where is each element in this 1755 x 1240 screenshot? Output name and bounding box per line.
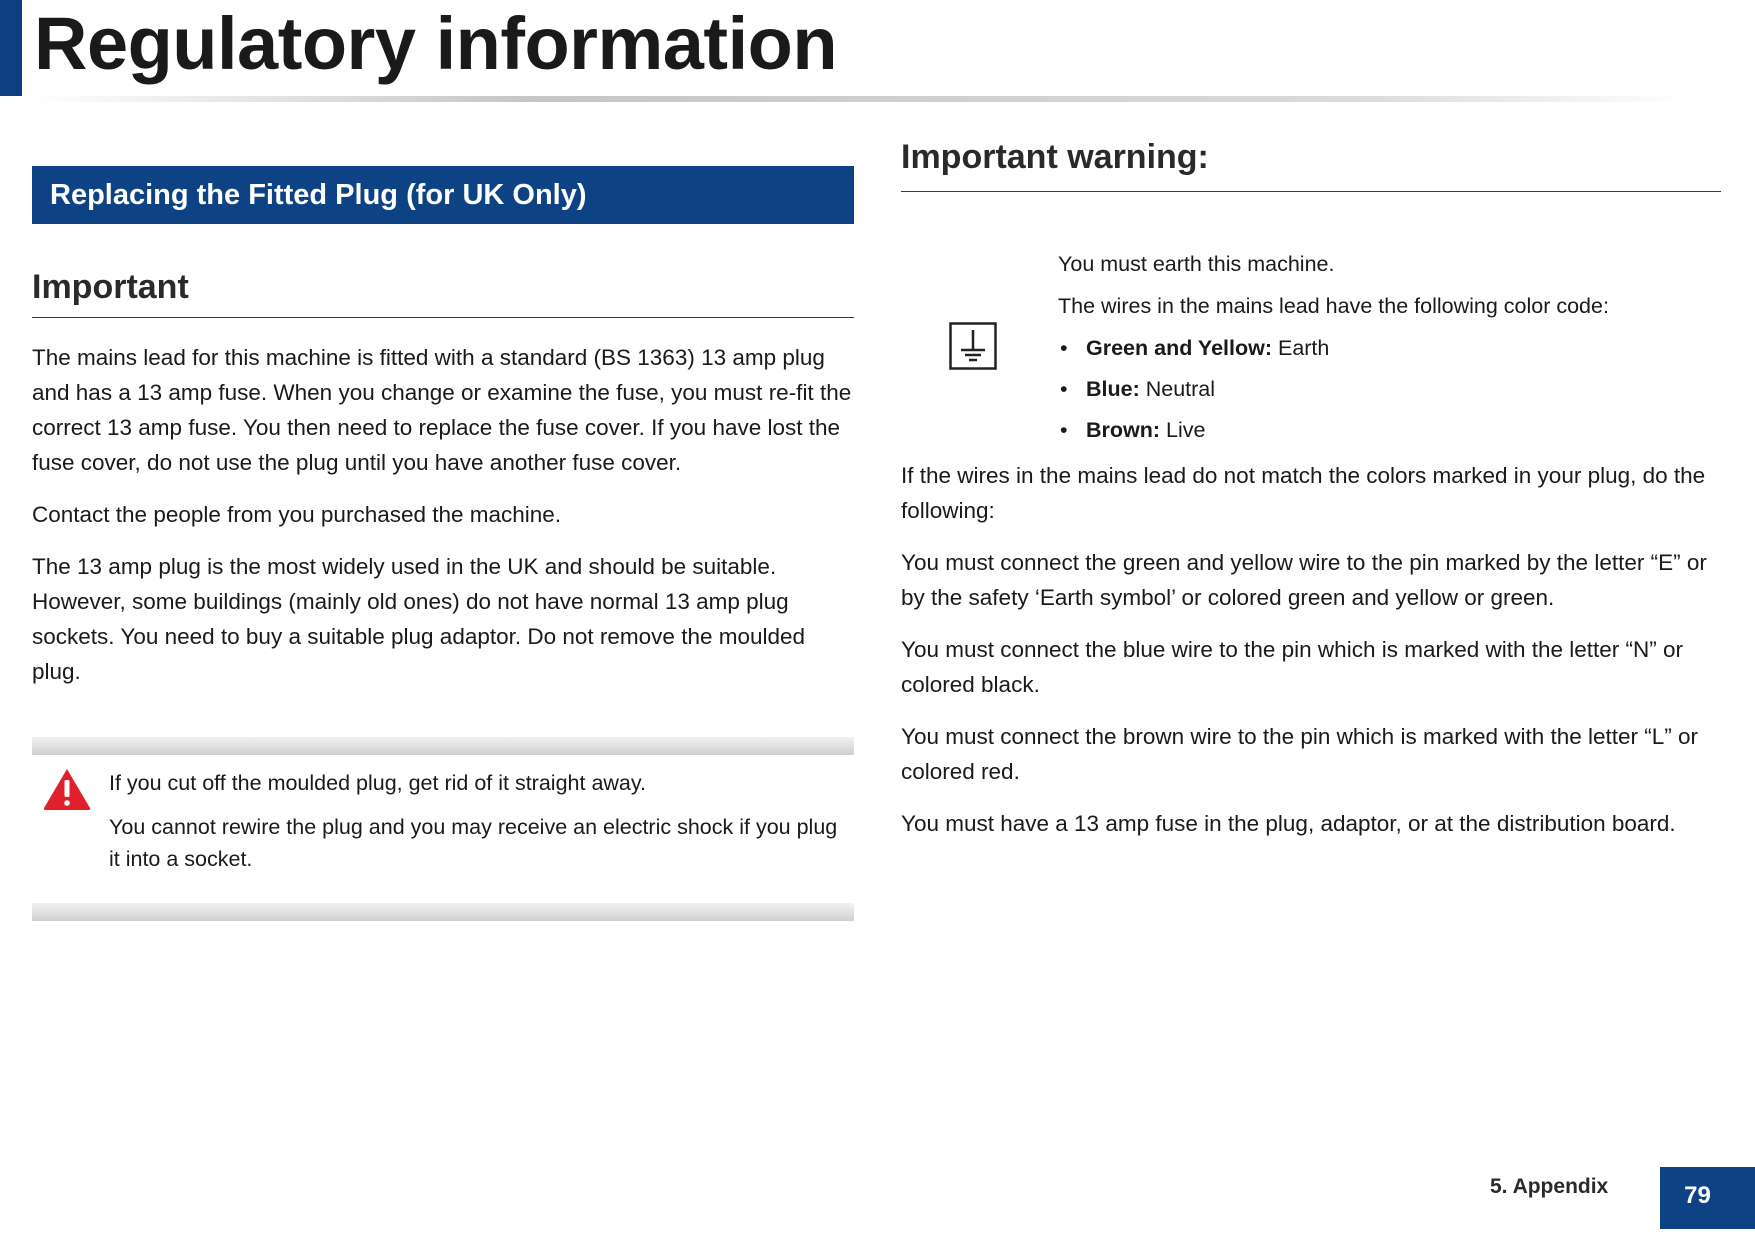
list-item [1058,416,1718,444]
callout-bottom-band [32,903,854,921]
color-label: Green and Yellow: [1086,336,1272,360]
footer-section-label: 5. Appendix [1490,1175,1609,1198]
color-meaning: Earth [1272,336,1330,360]
page-title: Regulatory information [34,2,838,85]
color-meaning: Neutral [1139,377,1216,401]
body-paragraph: The 13 amp plug is the most widely used in the UK and should be suitable. However, some buildings (mainly old ones) do not have normal 13 amp plug sockets. You need to buy a suitable plug adaptor. Do not remove the moulded plug. [32,554,806,684]
bullet-icon: • [1060,336,1068,360]
list-item [1058,375,1718,403]
body-paragraph: You must connect the blue wire to the pin which is marked with the letter “N” or colored black. [901,637,1684,697]
color-label: Blue: [1086,377,1140,401]
title-divider [30,96,1690,102]
left-column [32,166,854,911]
warning-text [109,767,839,887]
body-paragraph: If the wires in the mains lead do not match the colors marked in your plug, do the following: [901,463,1706,523]
ground-icon [949,322,997,370]
callout-top-band [32,737,854,755]
body-paragraph: You must connect the green and yellow wire to the pin marked by the letter “E” or by the safety ‘Earth symbol’ or colored green and yellow or green. [901,550,1707,610]
note-line: The wires in the mains lead have the following color code: [1058,294,1609,318]
body-paragraph: You must have a 13 amp fuse in the plug, adaptor, or at the distribution board. [901,811,1676,836]
color-label: Brown: [1086,418,1161,442]
warning-callout [32,745,854,911]
section-header: Replacing the Fitted Plug (for UK Only) [32,166,854,224]
color-meaning: Live [1160,418,1206,442]
note-text [1058,250,1718,457]
bullet-icon: • [1060,377,1068,401]
warning-line: If you cut off the moulded plug, get rid of it straight away. [109,771,647,795]
important-subheading: Important [32,268,854,318]
body-paragraph: Contact the people from you purchased the machine. [32,502,562,527]
right-column [901,138,1721,841]
color-code-list [1058,334,1718,444]
body-paragraph: The mains lead for this machine is fitted with a standard (BS 1363) 13 amp plug and has a 13 amp fuse. When you change or examine the fuse, you must re-fit the correct 13 amp fuse. You then need to replace the fuse cover. If you have lost the fuse cover, do not use the plug until you have another fuse cover. [32,345,852,475]
earth-note [901,250,1721,450]
warning-line: You cannot rewire the plug and you may receive an electric shock if you plug it into a socket. [109,815,838,871]
warning-icon [42,767,92,811]
note-line: You must earth this machine. [1058,252,1335,276]
body-paragraph: You must connect the brown wire to the pin which is marked with the letter “L” or colored red. [901,724,1699,784]
bullet-icon: • [1060,418,1068,442]
important-warning-heading: Important warning: [901,138,1721,192]
list-item [1058,334,1718,362]
page-number: 79 [1660,1167,1755,1229]
title-accent-bar [0,0,22,96]
